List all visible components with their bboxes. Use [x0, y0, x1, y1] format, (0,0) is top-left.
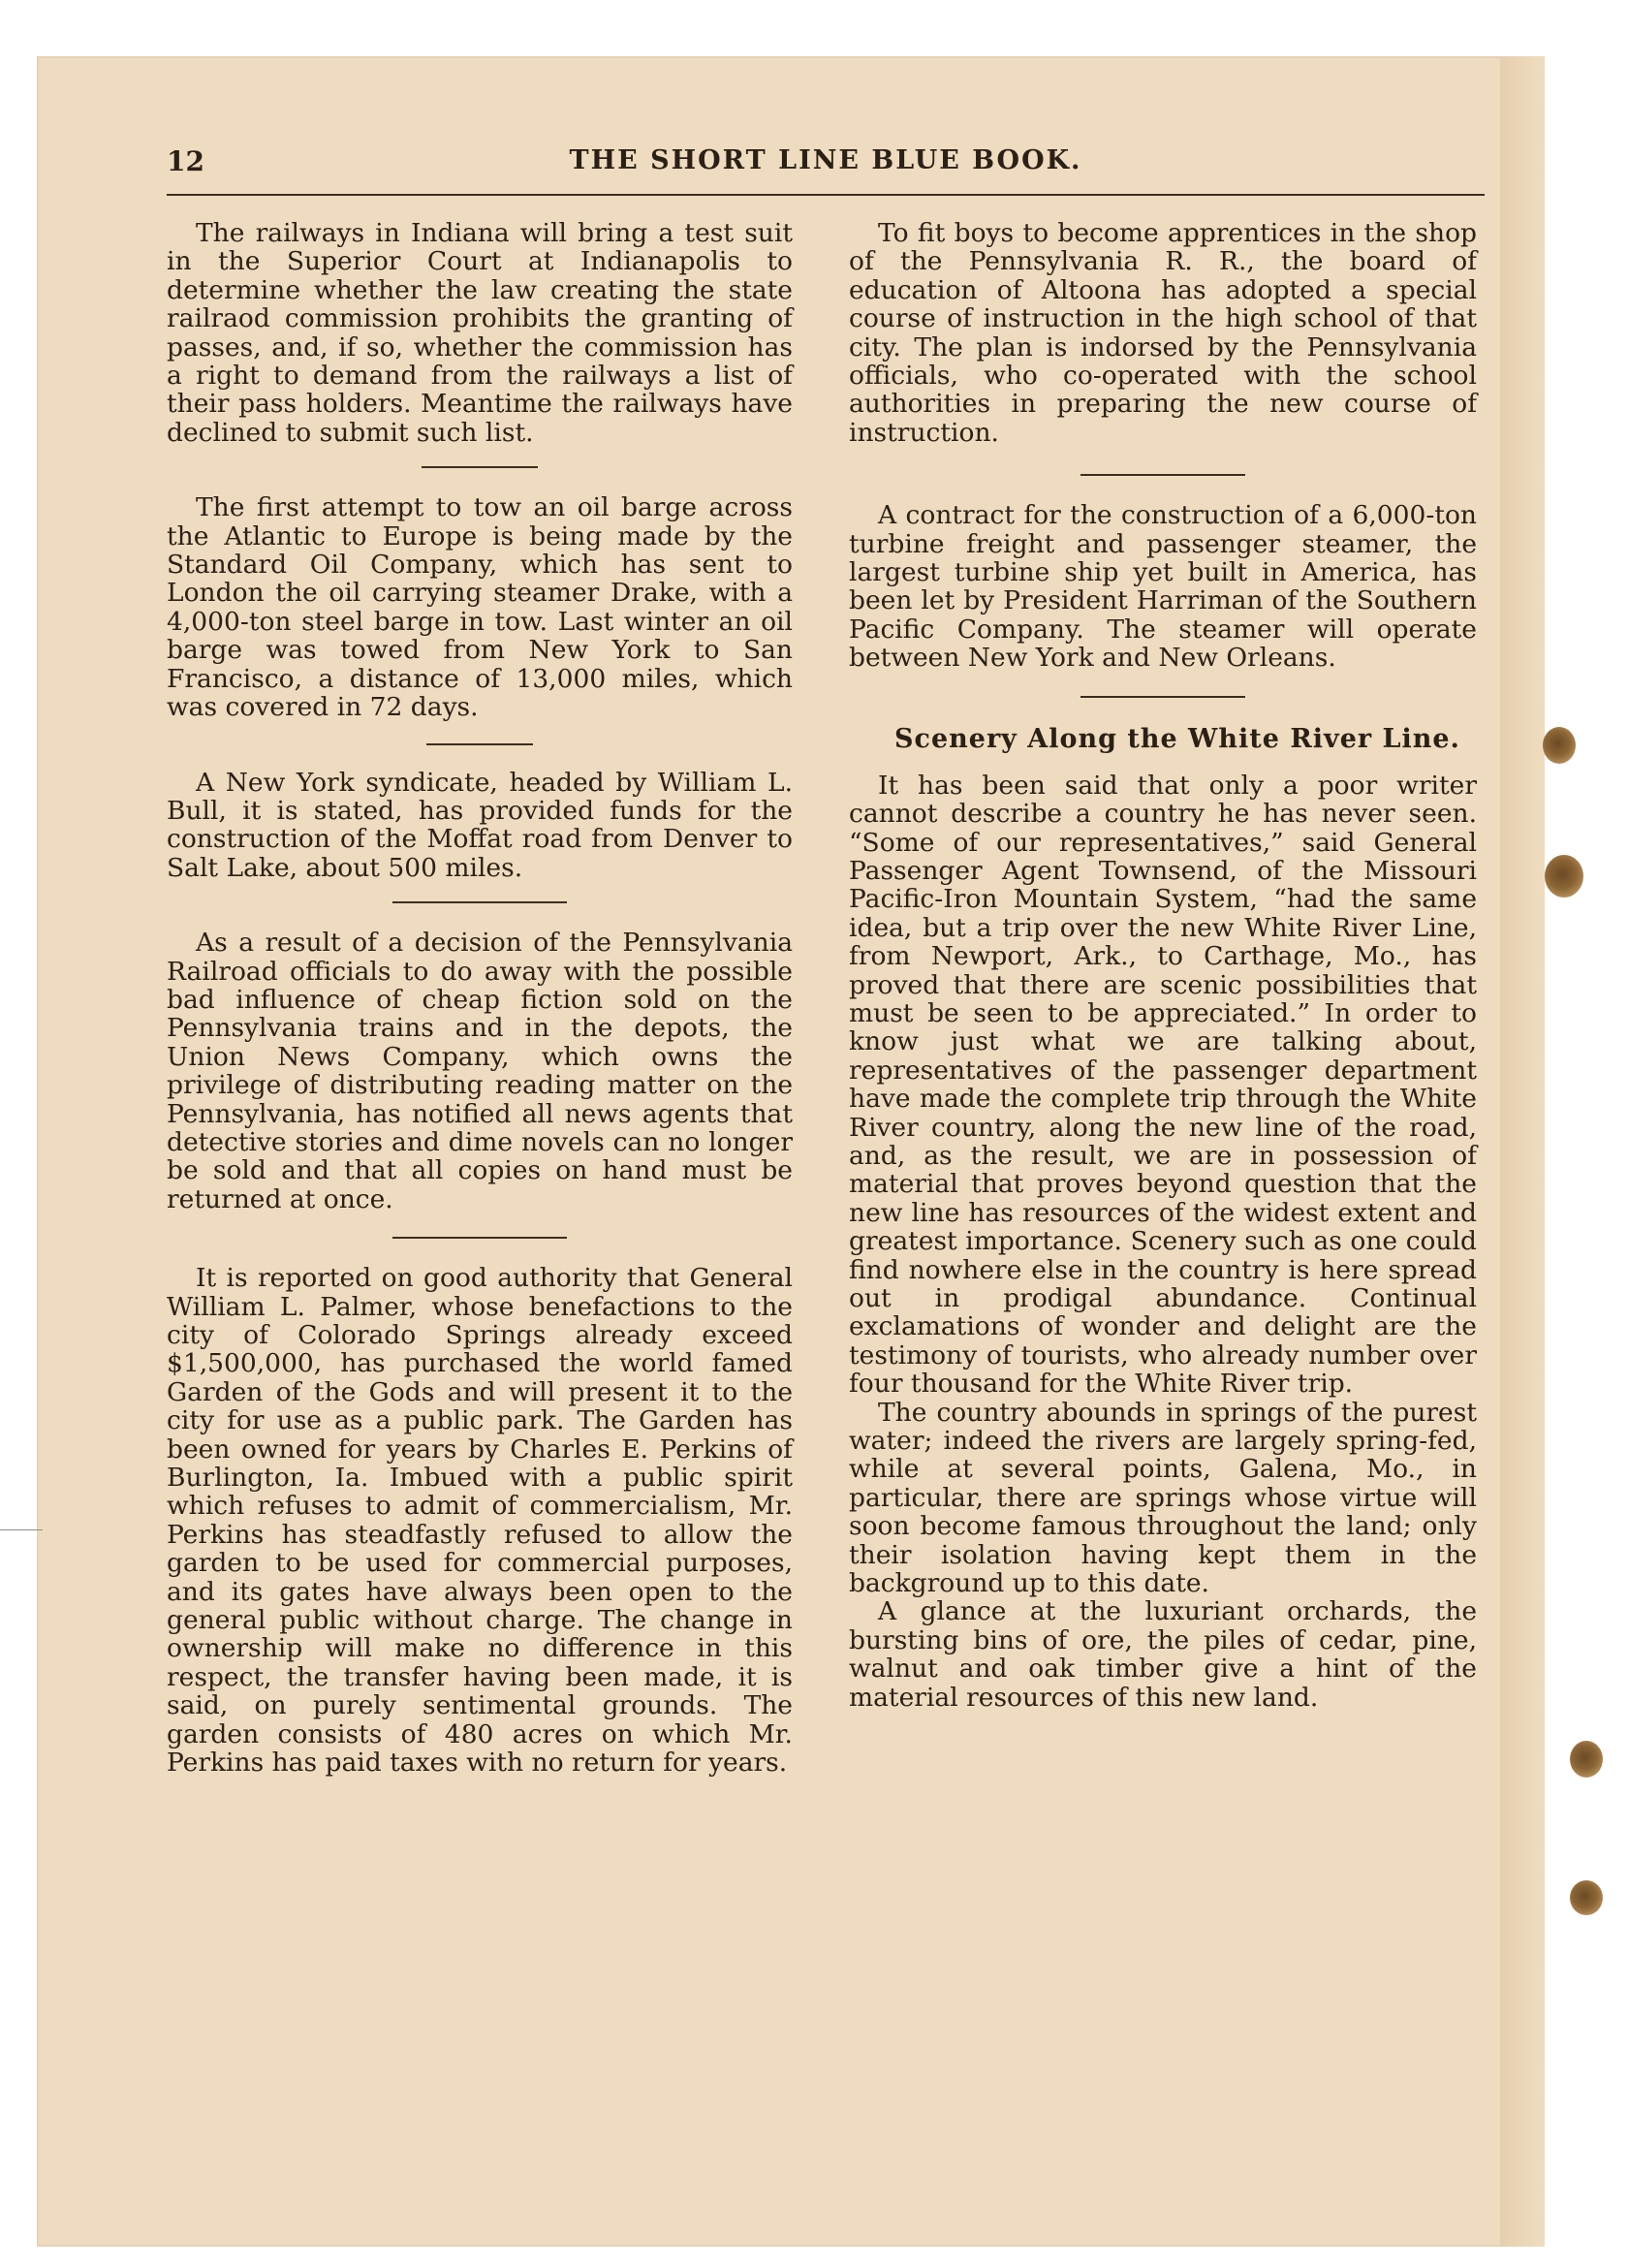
- header-rule: [167, 194, 1485, 196]
- page-number: 12: [167, 145, 204, 177]
- section-paragraph: The country abounds in springs of the purest water; indeed the rivers are largely spring-fed, while at several points, Galena, Mo., in particular, there are springs whose virtue will soon become famous throughout the land; only their isolation having kept them in the background up to this date.: [849, 1397, 1477, 1599]
- article-oil-barge: The first attempt to tow an oil barge across the Atlantic to Europe is being made by the Standard Oil Company, which has sent to London the oil carrying steamer Drake, with a 4,000-ton steel barge in tow. Last winter an oil barge was towed from New York to San Francisco, a distance of 13,000 miles, which was covered in 72 days.: [167, 492, 793, 723]
- article-garden-of-the-gods: It is reported on good authority that General William L. Palmer, whose benefactions to the city of Colorado Springs already exceed $1,500,000, has purchased the world famed Garden of the Gods and will present it to the city for use as a public park. The Garden has been owned for years by Charles E. Perkins of Burlington, Ia. Imbued with a public spirit which refuses to admit of commercialism, Mr. Perkins has steadfastly refused to allow the garden to be used for commercial purposes, and its gates have always been open to the general public without charge. The change in ownership will make no difference in this respect, the transfer having been made, it is said, on purely sentimental grounds. The garden consists of 480 acres on which Mr. Perkins has paid taxes with no return for years.: [167, 1263, 793, 1779]
- section-heading: Scenery Along the White River Line.: [894, 723, 1460, 754]
- binding-hole: [1545, 855, 1583, 898]
- binding-hole: [1570, 1880, 1603, 1915]
- article-indiana-passes: The railways in Indiana will bring a test suit in the Superior Court at Indianapolis to determine whether the law creating the state railraod commission prohibits the granting of passes, and, if so, whether the commission has a right to demand from the railways a list of their pass holders. Meantime the railways have declined to submit such list.: [167, 218, 793, 448]
- page-fold-shadow: [1500, 56, 1545, 2247]
- article-turbine-steamer: A contract for the construction of a 6,000-ton turbine freight and passenger steamer, the largest turbine ship yet built in America, has been let by President Harriman of the Southern Pacific Company. The steamer will operate between New York and New Orleans.: [849, 500, 1477, 674]
- section-paragraph: A glance at the luxuriant orchards, the bursting bins of ore, the piles of cedar, pine, walnut and oak timber give a hint of the material resources of this new land.: [849, 1596, 1477, 1713]
- right-column: [849, 219, 1477, 1712]
- binding-hole: [1543, 727, 1576, 764]
- article-moffat-road: A New York syndicate, headed by William L. Bull, it is stated, has provided funds for the construction of the Moffat road from Denver to Salt Lake, about 500 miles.: [167, 767, 793, 883]
- running-title: THE SHORT LINE BLUE BOOK.: [569, 145, 1082, 175]
- scan-edge-mark: [0, 1529, 43, 1530]
- section-paragraph: It has been said that only a poor writer cannot describe a country he has never seen. “Some of our representatives,” said General Passenger Agent Townsend, of the Missouri Pacific-Iron Mountain System, “had the same idea, but a trip over the new White River Line, from Newport, Ark., to Carthage, Mo., has proved that there are scenic possibilities that must be seen to be appreciated.” In order to know just what we are talking about, representatives of the passenger department have made the complete trip through the White River country, along the new line of the road, and, as the result, we are in possession of material that proves beyond question that the new line has resources of the widest extent and greatest importance. Scenery such as one could find nowhere else in the country is here spread out in prodigal abundance. Continual exclamations of wonder and delight are the testimony of tourists, who already number over four thousand for the White River trip.: [849, 770, 1477, 1400]
- binding-hole: [1570, 1741, 1603, 1778]
- left-column: [167, 219, 793, 1778]
- article-altoona-apprentices: To fit boys to become apprentices in the shop of the Pennsylvania R. R., the board of education of Altoona has adopted a special course of instruction in the high school of that city. The plan is indorsed by the Pennsylvania officials, who co-operated with the school authorities in preparing the new course of instruction.: [849, 218, 1477, 448]
- page-header: [167, 145, 1485, 194]
- article-pennsylvania-fiction: As a result of a decision of the Pennsylvania Railroad officials to do away with the possible bad influence of cheap fiction sold on the Pennsylvania trains and in the depots, the Union News Company, which owns the privilege of distributing reading matter on the Pennsylvania, has notified all news agents that detective stories and dime novels can no longer be sold and that all copies on hand must be returned at once.: [167, 928, 793, 1214]
